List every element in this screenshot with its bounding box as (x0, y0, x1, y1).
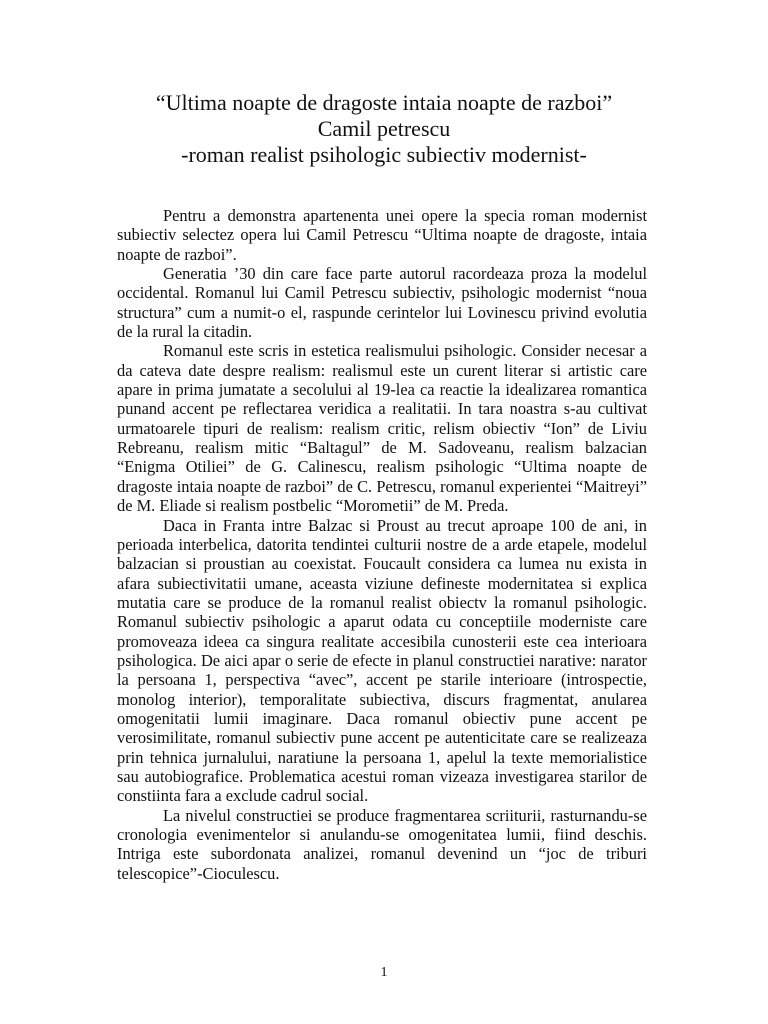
paragraph-2: Generatia ’30 din care face parte autorul racordeaza proza la modelul occidental. Romanul lui Camil Petrescu subiectiv, psihologic modernist “noua structura” cum a numit-o el, raspunde cerintelor lui Lovinescu privind evolutia de la rural la citadin. (117, 264, 647, 342)
body-text (117, 206, 647, 883)
document-author: Camil petrescu (317, 116, 451, 141)
paragraph-1: Pentru a demonstra apartenenta unei opere la specia roman modernist subiectiv selectez opera lui Camil Petrescu “Ultima noapte de dragoste, intaia noapte de razboi”. (117, 206, 647, 264)
paragraph-4: Daca in Franta intre Balzac si Proust au trecut aproape 100 de ani, in perioada interbelica, datorita tendintei culturii nostre de a arde etapele, modelul balzacian si proustian au coexistat. Foucault considera ca lumea nu exista in afara subiectivitatii umane, aceasta viziune defineste modernitatea si explica mutatia care se produce de la romanul realist obiectv la romanul psihologic. Romanul subiectiv psihologic a aparut odata cu conceptiile moderniste care promoveaza ideea ca singura realitate accesibila cunosterii este cea interioara psihologica. De aici apar o serie de efecte in planul constructiei narative: narator la persoana 1, perspectiva “avec”, accent pe starile interioare (introspectie, monolog interior), temporalitate subiectiva, discurs fragmentat, anularea omogenitatii lumii imaginare. Daca romanul obiectiv pune accent pe verosimilitate, romanul subiectiv pune accent pe autenticitate care se realizeaza prin tehnica jurnalului, naratiune la persoana 1, apelul la texte memorialistice sau autobiografice. Problematica acestui roman vizeaza investigarea starilor de constiinta fara a exclude cadrul social. (117, 515, 647, 806)
paragraph-5: La nivelul constructiei se produce fragmentarea scriiturii, rasturnandu-se cronologia evenimentelor si anulandu-se omogenitatea lumii, fiind deschis. Intriga este subordonata analizei, romanul devenind un “joc de triburi telescopice”-Cioculescu. (117, 805, 647, 883)
page-number: 1 (380, 965, 388, 980)
paragraph-3: Romanul este scris in estetica realismului psihologic. Consider necesar a da cateva date despre realism: realismul este un curent literar si artistic care apare in prima jumatate a secolului al 19-lea ca reactie la idealizarea romantica punand accent pe reflectarea veridica a realitatii. In tara noastra s-au cultivat urmatoarele tipuri de realism: realism critic, relism obiectiv “Ion” de Liviu Rebreanu, realism mitic “Baltagul” de M. Sadoveanu, realism balzacian “Enigma Otiliei” de G. Calinescu, realism psihologic “Ultima noapte de dragoste intaia noapte de razboi” de C. Petrescu, romanul experientei “Maitreyi” de M. Eliade si realism postbelic “Morometii” de M. Preda. (117, 341, 647, 516)
document-title: “Ultima noapte de dragoste intaia noapte de razboi” (155, 90, 613, 115)
document-subtitle: -roman realist psihologic subiectiv modernist- (181, 142, 587, 167)
title-block (0, 90, 768, 168)
